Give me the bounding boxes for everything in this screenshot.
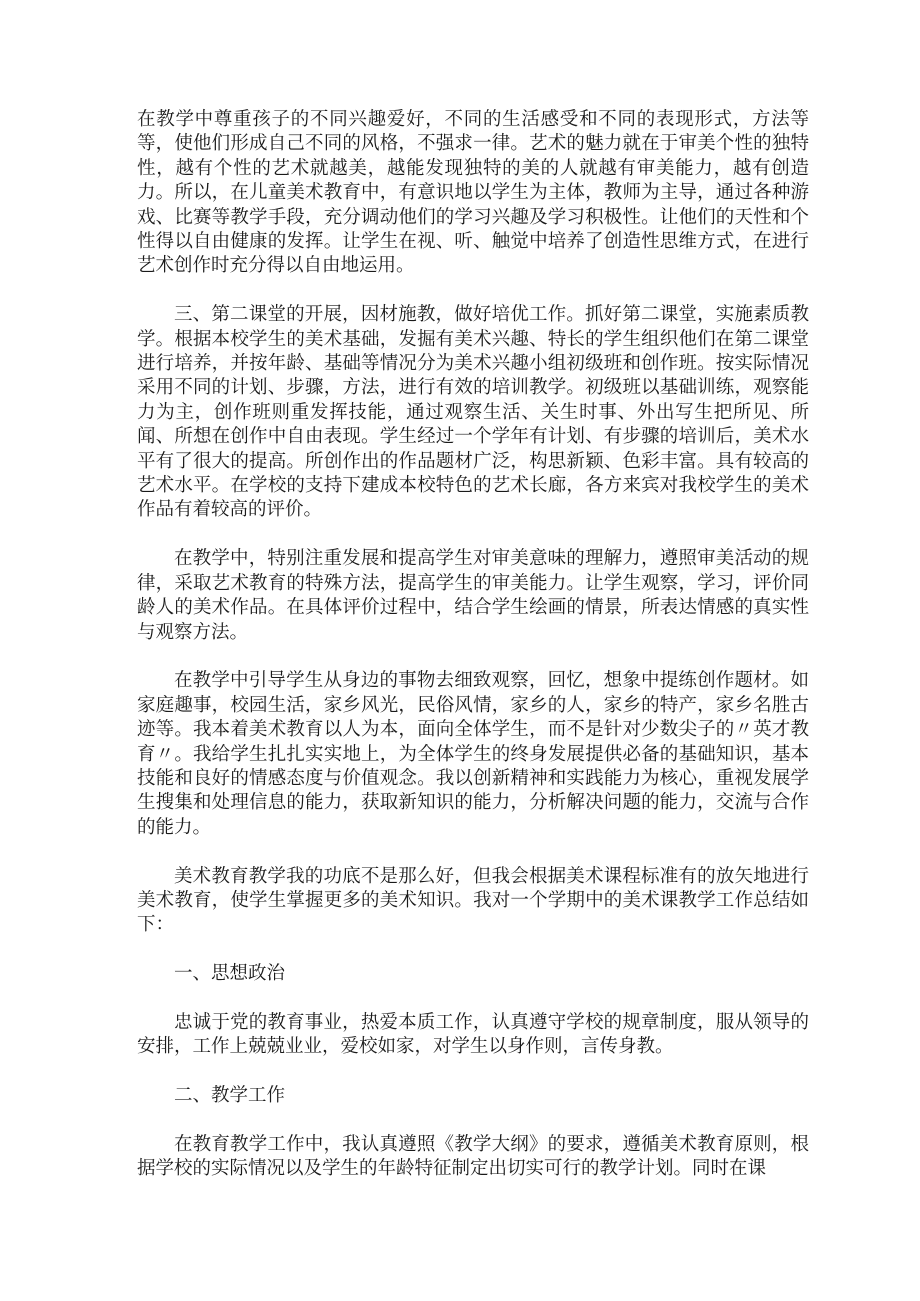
paragraph-semester-summary-intro: 美术教育教学我的功底不是那么好，但我会根据美术课程标准有的放矢地进行美术教育，使学生掌握更多的美术知识。我对一个学期中的美术课教学工作总结如下： bbox=[137, 865, 809, 936]
paragraph-teaching-plan: 在教育教学工作中，我认真遵照《教学大纲》的要求，遵循美术教育原则，根据学校的实际情况以及学生的年龄特征制定出切实可行的教学计划。同时在课 bbox=[137, 1133, 809, 1180]
paragraph-loyalty-education: 忠诚于党的教育事业，热爱本质工作，认真遵守学校的规章制度，服从领导的安排，工作上兢兢业业，爱校如家，对学生以身作则，言传身教。 bbox=[137, 1011, 809, 1058]
paragraph-aesthetic-ability: 在教学中，特别注重发展和提高学生对审美意味的理解力，遵照审美活动的规律，采取艺术教育的特殊方法，提高学生的审美能力。让学生观察，学习，评价同龄人的美术作品。在具体评价过程中，结合学生绘画的情景，所表达情感的真实性与观察方法。 bbox=[137, 548, 809, 643]
heading-ideology-politics: 一、思想政治 bbox=[174, 963, 286, 985]
paragraph-observation-creation: 在教学中引导学生从身边的事物去细致观察，回忆，想象中提练创作题材。如家庭趣事，校园生活，家乡风光，民俗风情，家乡的人，家乡的特产，家乡名胜古迹等。我本着美术教育以人为本，面向全体学生，而不是针对少数尖子的〃英才教育〃。我给学生扎扎实实地上，为全体学生的终身发展提供必备的基础知识，基本技能和良好的情感态度与价值观念。我以创新精神和实践能力为核心，重视发展学生搜集和处理信息的能力，获取新知识的能力，分析解决问题的能力，交流与合作的能力。 bbox=[137, 670, 809, 838]
paragraph-second-classroom: 三、第二课堂的开展，因材施教，做好培优工作。抓好第二课堂，实施素质教学。根据本校学生的美术基础，发掘有美术兴趣、特长的学生组织他们在第二课堂进行培养，并按年龄、基础等情况分为美术兴趣小组初级班和创作班。按实际情况采用不同的计划、步骤，方法，进行有效的培训教学。初级班以基础训练，观察能力为主，创作班则重发挥技能，通过观察生活、关生时事、外出写生把所见、所闻、所想在创作中自由表现。学生经过一个学年有计划、有步骤的培训后，美术水平有了很大的提高。所创作出的作品题材广泛，构思新颖、色彩丰富。具有较高的艺术水平。在学校的支持下建成本校特色的艺术长廊，各方来宾对我校学生的美术作品有着较高的评价。 bbox=[137, 304, 809, 521]
paragraph-art-individuality: 在教学中尊重孩子的不同兴趣爱好，不同的生活感受和不同的表现形式，方法等等，使他们形成自己不同的风格，不强求一律。艺术的魅力就在于审美个性的独特性，越有个性的艺术就越美，越能发现独特的美的人就越有审美能力，越有创造力。所以，在儿童美术教育中，有意识地以学生为主体，教师为主导，通过各种游戏、比赛等教学手段，充分调动他们的学习兴趣及学习积极性。让他们的天性和个性得以自由健康的发挥。让学生在视、听、触觉中培养了创造性思维方式，在进行艺术创作时充分得以自由地运用。 bbox=[137, 109, 809, 277]
document-body bbox=[137, 108, 809, 1206]
heading-teaching-work: 二、教学工作 bbox=[174, 1085, 286, 1107]
